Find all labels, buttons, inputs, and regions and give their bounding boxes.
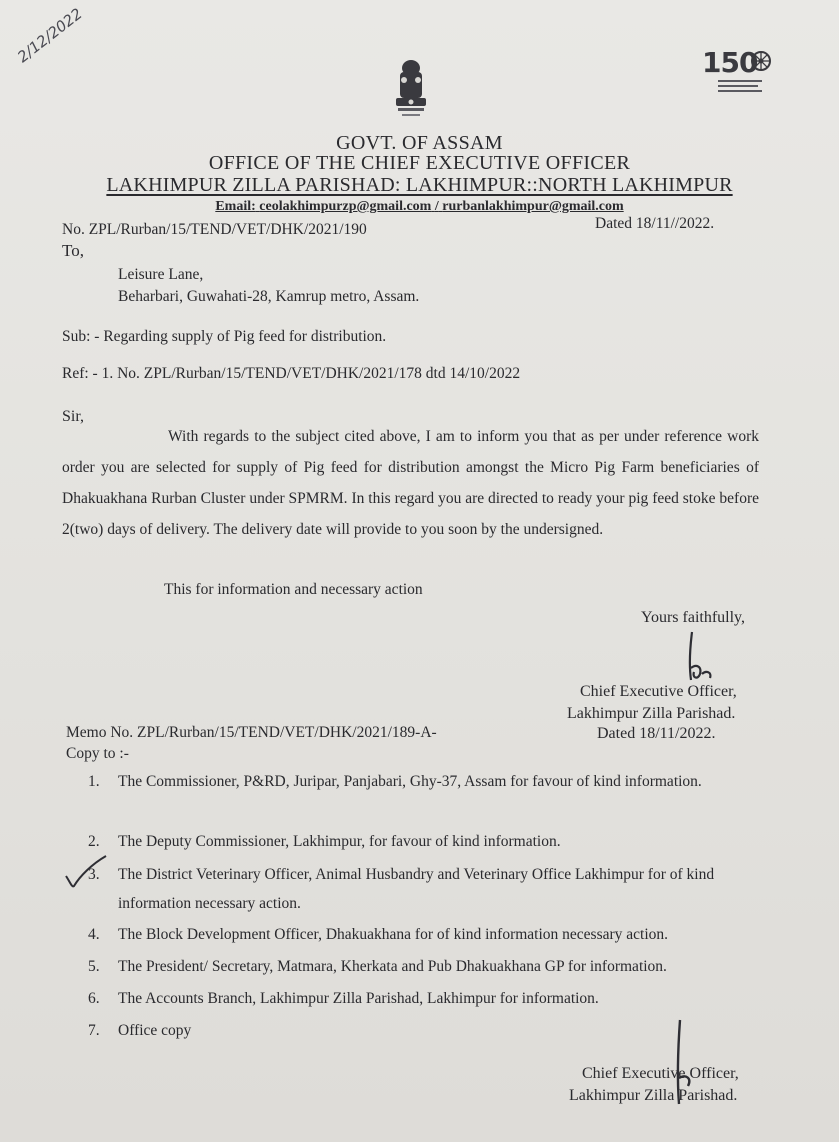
letter-date: Dated 18/11//2022. xyxy=(595,215,715,232)
list-item: 2. The Deputy Commissioner, Lakhimpur, for favour of kind information. xyxy=(88,833,561,850)
list-item: 1. The Commissioner, P&RD, Juripar, Panjabari, Ghy-37, Assam for favour of kind information. xyxy=(88,773,702,790)
govt-heading: GOVT. OF ASSAM xyxy=(336,132,503,154)
office-heading: OFFICE OF THE CHIEF EXECUTIVE OFFICER xyxy=(208,152,631,174)
state-emblem-icon xyxy=(386,58,436,120)
to-label: To, xyxy=(62,241,84,260)
letter-body xyxy=(62,421,759,545)
valediction: Yours faithfully, xyxy=(641,609,746,626)
memo-signatory-title: Chief Executive Officer, xyxy=(582,1065,739,1082)
list-item: 5. The President/ Secretary, Matmara, Kherkata and Pub Dhakuakhana GP for information. xyxy=(88,958,667,975)
reference-line: Ref: - 1. No. ZPL/Rurban/15/TEND/VET/DHK/2021/178 dtd 14/10/2022 xyxy=(62,365,521,382)
list-item: 3. The District Veterinary Officer, Animal Husbandry and Veterinary Office Lakhimpur for of kind information necessary action. xyxy=(88,866,715,912)
signature-1 xyxy=(682,628,722,686)
tick-mark-icon xyxy=(62,852,110,892)
list-item: 4. The Block Development Officer, Dhakuakhana for of kind information necessary action. xyxy=(88,926,669,943)
district-heading: LAKHIMPUR ZILLA PARISHAD: LAKHIMPUR::NORTH LAKHIMPUR xyxy=(106,174,733,196)
copy-to-list xyxy=(88,767,764,1048)
memo-no: Memo No. ZPL/Rurban/15/TEND/VET/DHK/2021/189-A- xyxy=(66,724,437,741)
addressee-line-2: Beharbari, Guwahati-28, Kamrup metro, Assam. xyxy=(118,288,420,305)
handwritten-corner-note: 2/12/2022 xyxy=(14,4,86,67)
email-link-ceo[interactable]: ceolakhimpurzp@gmail.com xyxy=(259,199,432,214)
list-item: 7. Office copy xyxy=(88,1022,192,1039)
signatory-title: Chief Executive Officer, xyxy=(580,683,737,700)
email-link-rurban[interactable]: rurbanlakhimpur@gmail.com xyxy=(442,199,624,214)
body-paragraph: With regards to the subject cited above, I am to inform you that as per under reference work order you are selected for supply of Pig feed for distribution amongst the Micro Pig Farm beneficiaries of Dhakuakhana Rurban Cluster under SPMRM. In this regard you are directed to ready your pig feed stoke before 2(two) days of delivery. The delivery date will provide to you soon by the undersigned. xyxy=(62,428,759,538)
letter-ref-no: No. ZPL/Rurban/15/TEND/VET/DHK/2021/190 xyxy=(62,221,367,238)
subject-line: Sub: - Regarding supply of Pig feed for distribution. xyxy=(62,328,387,345)
copy-to-label: Copy to :- xyxy=(66,745,129,762)
salutation: Sir, xyxy=(62,408,85,425)
signatory-org: Lakhimpur Zilla Parishad. xyxy=(567,705,736,722)
addressee-line-1: Leisure Lane, xyxy=(118,266,204,283)
memo-signatory-org: Lakhimpur Zilla Parishad. xyxy=(569,1087,738,1104)
signatory-date: Dated 18/11/2022. xyxy=(597,725,716,742)
list-item: 6. The Accounts Branch, Lakhimpur Zilla Parishad, Lakhimpur for information. xyxy=(88,990,599,1007)
anniversary-logo: 150 xyxy=(696,44,774,98)
email-line: Email: ceolakhimpurzp@gmail.com / rurbanlakhimpur@gmail.com xyxy=(215,199,624,214)
chakra-icon xyxy=(750,50,772,72)
closing-note: This for information and necessary action xyxy=(164,581,423,598)
